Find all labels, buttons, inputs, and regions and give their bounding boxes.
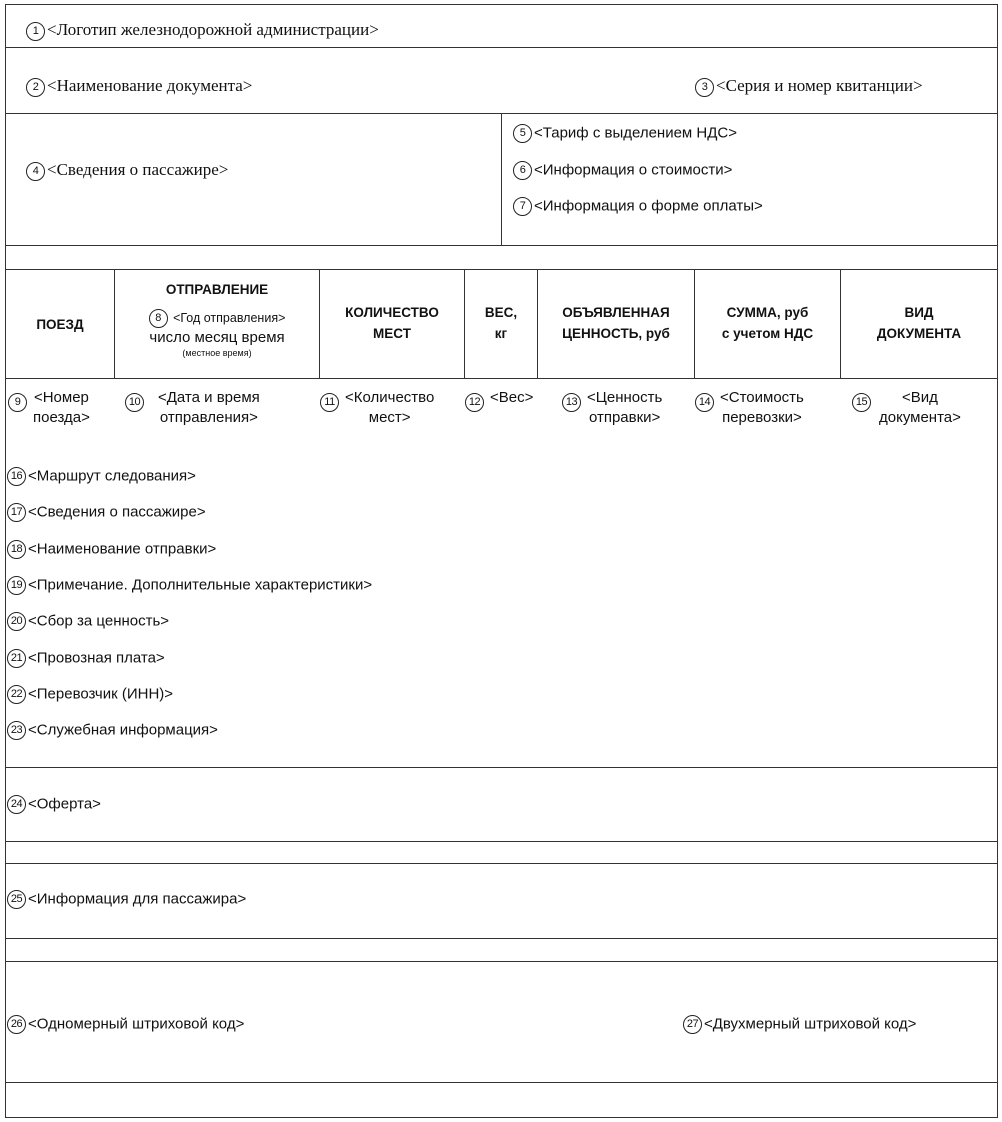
divider: [5, 938, 998, 939]
service-info-field: [7, 721, 218, 740]
marker: 16: [7, 467, 26, 486]
barcode-1d-field: [7, 1015, 244, 1034]
divider: [5, 961, 998, 962]
places-line1: КОЛИЧЕСТВО: [345, 305, 439, 320]
marker: 9: [8, 393, 27, 412]
logo-field: [26, 20, 379, 41]
marker: 22: [7, 685, 26, 704]
header-document-type: [841, 302, 997, 344]
cell-line: перевозки>: [722, 409, 802, 426]
header-declared-value: [538, 302, 694, 344]
tariff-field: [513, 124, 737, 143]
marker: 4: [26, 162, 45, 181]
marker: 27: [683, 1015, 702, 1034]
marker: 2: [26, 78, 45, 97]
doctype-line1: ВИД: [904, 305, 934, 320]
passenger-field: [26, 160, 228, 181]
doctype-line2: ДОКУМЕНТА: [876, 326, 962, 341]
detail-label: <Служебная информация>: [28, 721, 218, 739]
divider: [5, 47, 998, 48]
payment-form-field: [513, 197, 763, 216]
column-divider: [501, 113, 502, 245]
divider: [5, 269, 998, 270]
detail-label: <Сбор за ценность>: [28, 612, 170, 630]
train-number-cell: [8, 388, 90, 428]
divider: [5, 1082, 998, 1083]
note-field: [7, 576, 372, 595]
receipt-number-field: [695, 76, 923, 97]
shipment-name-field: [7, 540, 216, 559]
marker: 25: [7, 890, 26, 909]
marker: 6: [513, 161, 532, 180]
detail-label: <Маршрут следования>: [28, 467, 196, 485]
marker: 26: [7, 1015, 26, 1034]
tariff-label: <Тариф с выделением НДС>: [534, 124, 737, 142]
document-name-field: [26, 76, 252, 97]
cell-line: <Ценность: [587, 389, 663, 406]
header-places: [320, 302, 464, 344]
barcode-2d-label: <Двухмерный штриховой код>: [704, 1015, 917, 1033]
value-line2: ЦЕННОСТЬ, руб: [562, 326, 670, 341]
cell-line: документа>: [879, 409, 961, 426]
route-field: [7, 467, 196, 486]
places-line2: МЕСТ: [373, 326, 411, 341]
sum-line1: СУММА, руб: [726, 305, 809, 320]
cost-info-field: [513, 161, 732, 180]
value-fee-field: [7, 612, 169, 631]
marker: 11: [320, 393, 339, 412]
cell-line: отправки>: [588, 409, 661, 426]
marker: 18: [7, 540, 26, 559]
marker: 8: [149, 309, 168, 328]
departure-year-label: <Год отправления>: [173, 311, 286, 325]
weight-line2: кг: [494, 326, 508, 341]
cell-line: <Вес>: [490, 389, 534, 406]
marker: 3: [695, 78, 714, 97]
sum-line2: с учетом НДС: [721, 326, 814, 341]
value-line1: ОБЪЯВЛЕННАЯ: [562, 305, 670, 320]
marker: 5: [513, 124, 532, 143]
carriage-fee-field: [7, 649, 165, 668]
header-train: ПОЕЗД: [36, 317, 84, 332]
barcode-1d-label: <Одномерный штриховой код>: [28, 1015, 245, 1033]
divider: [5, 767, 998, 768]
declared-value-cell: [562, 388, 662, 428]
cell-line: <Дата и время: [158, 389, 260, 406]
detail-label: <Перевозчик (ИНН)>: [28, 685, 174, 703]
passenger-details-field: [7, 503, 206, 522]
detail-label: <Сведения о пассажире>: [28, 503, 206, 521]
barcode-2d-field: [683, 1015, 916, 1034]
passenger-info-field: [7, 890, 246, 909]
divider: [5, 863, 998, 864]
detail-label: <Наименование отправки>: [28, 540, 217, 558]
weight-line1: ВЕС,: [484, 305, 518, 320]
divider: [5, 841, 998, 842]
passenger-label: <Сведения о пассажире>: [47, 160, 229, 179]
marker: 24: [7, 795, 26, 814]
offer-label: <Оферта>: [28, 795, 101, 813]
divider: [5, 378, 998, 379]
divider: [5, 245, 998, 246]
departure-date-line: число месяц время: [149, 329, 285, 346]
cell-line: мест>: [368, 409, 411, 426]
cost-info-label: <Информация о стоимости>: [534, 161, 733, 179]
carrier-field: [7, 685, 173, 704]
marker: 19: [7, 576, 26, 595]
marker: 15: [852, 393, 871, 412]
cell-line: отправления>: [159, 409, 258, 426]
header-sum: [695, 302, 840, 344]
marker: 13: [562, 393, 581, 412]
cell-line: <Количество: [345, 389, 435, 406]
cell-line: поезда>: [33, 409, 90, 426]
offer-field: [7, 795, 101, 814]
marker: 21: [7, 649, 26, 668]
weight-cell: [465, 388, 533, 412]
document-type-cell: [852, 388, 961, 428]
payment-form-label: <Информация о форме оплаты>: [534, 197, 763, 215]
cell-line: <Вид: [902, 389, 938, 406]
departure-local-time: (местное время): [182, 348, 252, 358]
departure-title: ОТПРАВЛЕНИЕ: [165, 282, 269, 297]
cell-line: <Стоимость: [720, 389, 804, 406]
detail-label: <Примечание. Дополнительные характеристики>: [28, 576, 373, 594]
document-name-label: <Наименование документа>: [47, 76, 253, 95]
marker: 20: [7, 612, 26, 631]
marker: 12: [465, 393, 484, 412]
transport-cost-cell: [695, 388, 804, 428]
marker: 17: [7, 503, 26, 522]
departure-year: [115, 308, 319, 329]
header-departure: [115, 279, 319, 360]
marker: 14: [695, 393, 714, 412]
cell-line: <Номер: [33, 389, 89, 406]
places-count-cell: [320, 388, 434, 428]
detail-label: <Провозная плата>: [28, 649, 165, 667]
logo-label: <Логотип железнодорожной администрации>: [47, 20, 379, 39]
marker: 10: [125, 393, 144, 412]
marker: 7: [513, 197, 532, 216]
marker: 23: [7, 721, 26, 740]
marker: 1: [26, 22, 45, 41]
departure-datetime-cell: [125, 388, 260, 428]
receipt-number-label: <Серия и номер квитанции>: [716, 76, 923, 95]
header-weight: [465, 302, 537, 344]
passenger-info-label: <Информация для пассажира>: [28, 890, 247, 908]
